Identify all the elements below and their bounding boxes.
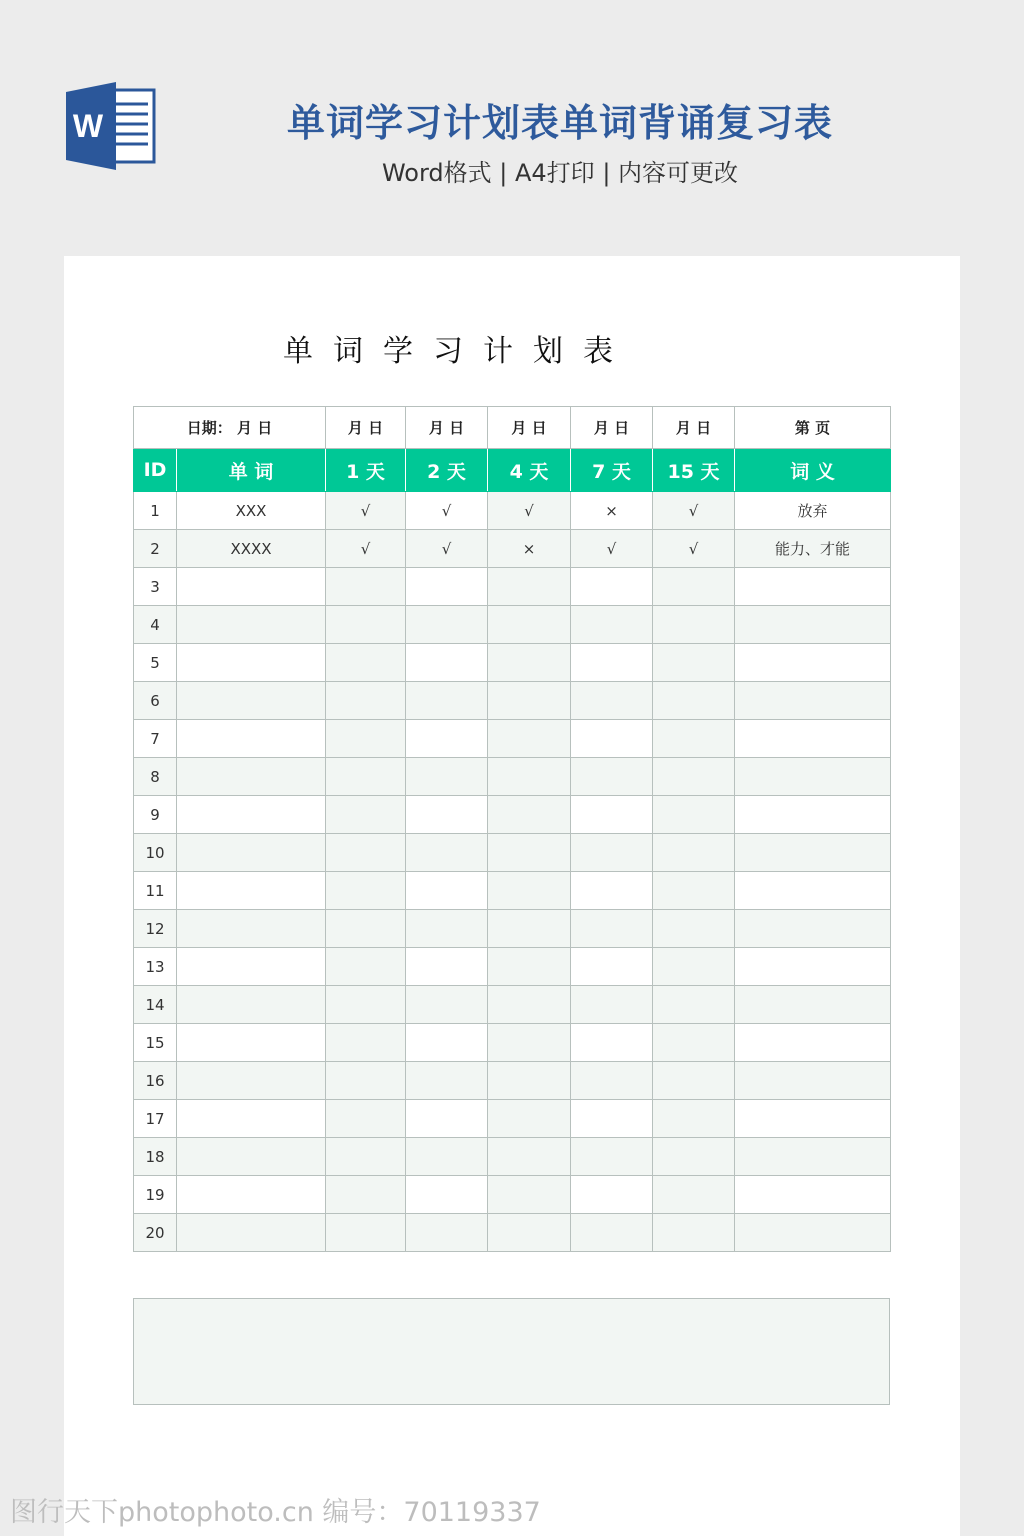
word-cell[interactable] [177,682,326,720]
word-cell[interactable] [177,834,326,872]
header-day-15: 15 天 [653,449,735,492]
table-row [134,796,891,834]
review-d15-cell[interactable] [653,986,735,1024]
review-d2-cell[interactable] [406,796,488,834]
date-cell[interactable]: 月 日 [488,407,571,449]
meaning-cell[interactable] [735,606,891,644]
review-d1-cell[interactable]: √ [326,530,406,568]
word-cell[interactable] [177,606,326,644]
table-row [134,606,891,644]
review-d1-cell[interactable] [326,682,406,720]
review-d1-cell[interactable] [326,986,406,1024]
row-id-cell: 4 [134,606,177,644]
row-id-cell: 1 [134,492,177,530]
review-d4-cell[interactable] [488,1062,571,1100]
review-d4-cell[interactable] [488,1176,571,1214]
review-d4-cell[interactable] [488,910,571,948]
review-d7-cell[interactable]: √ [571,530,653,568]
table-row [134,1100,891,1138]
review-d4-cell[interactable] [488,606,571,644]
row-id-cell: 16 [134,1062,177,1100]
review-d1-cell[interactable] [326,1176,406,1214]
review-d2-cell[interactable] [406,910,488,948]
row-id-cell: 3 [134,568,177,606]
date-cell[interactable]: 月 日 [653,407,735,449]
date-cell[interactable]: 月 日 [571,407,653,449]
review-d15-cell[interactable] [653,644,735,682]
review-d15-cell[interactable] [653,910,735,948]
table-row [134,758,891,796]
review-d1-cell[interactable] [326,872,406,910]
review-d2-cell[interactable] [406,568,488,606]
review-d1-cell[interactable] [326,644,406,682]
review-d2-cell[interactable] [406,834,488,872]
review-d2-cell[interactable] [406,720,488,758]
header-id: ID [134,449,177,492]
review-d4-cell[interactable]: √ [488,492,571,530]
row-id-cell: 19 [134,1176,177,1214]
review-d2-cell[interactable] [406,1176,488,1214]
review-d7-cell[interactable] [571,1024,653,1062]
review-d2-cell[interactable] [406,872,488,910]
review-d2-cell[interactable]: √ [406,530,488,568]
review-d15-cell[interactable] [653,948,735,986]
notes-box[interactable] [133,1298,890,1405]
row-id-cell: 6 [134,682,177,720]
date-cell[interactable]: 月 日 [406,407,488,449]
review-d2-cell[interactable] [406,758,488,796]
table-row [134,720,891,758]
word-cell[interactable] [177,796,326,834]
word-cell[interactable] [177,1062,326,1100]
review-d15-cell[interactable]: √ [653,530,735,568]
table-row [134,910,891,948]
review-d1-cell[interactable]: √ [326,492,406,530]
review-d2-cell[interactable] [406,682,488,720]
word-cell[interactable]: XXX [177,492,326,530]
review-d7-cell[interactable] [571,758,653,796]
date-cell[interactable]: 月 日 [326,407,406,449]
page-title: 单词学习计划表单词背诵复习表 [286,101,833,145]
meaning-cell[interactable] [735,834,891,872]
meaning-cell[interactable] [735,758,891,796]
meaning-cell[interactable] [735,796,891,834]
review-d2-cell[interactable] [406,606,488,644]
table-row [134,1024,891,1062]
table-row [134,492,891,530]
word-cell[interactable] [177,948,326,986]
table-row [134,1214,891,1252]
row-id-cell: 15 [134,1024,177,1062]
review-d15-cell[interactable] [653,1024,735,1062]
word-cell[interactable] [177,986,326,1024]
review-d1-cell[interactable] [326,758,406,796]
review-d2-cell[interactable] [406,1214,488,1252]
word-logo-icon [64,82,156,170]
page-number-cell[interactable]: 第 页 [735,407,891,449]
review-d1-cell[interactable] [326,796,406,834]
review-d1-cell[interactable] [326,720,406,758]
review-d7-cell[interactable] [571,834,653,872]
word-logo-letter: W [72,108,104,144]
meaning-cell[interactable] [735,986,891,1024]
review-d2-cell[interactable] [406,1062,488,1100]
review-d1-cell[interactable] [326,1062,406,1100]
table-row [134,682,891,720]
header-day-4: 4 天 [488,449,571,492]
review-d15-cell[interactable] [653,1176,735,1214]
meaning-cell[interactable] [735,568,891,606]
word-cell[interactable] [177,1100,326,1138]
review-d15-cell[interactable]: √ [653,492,735,530]
review-d1-cell[interactable] [326,1100,406,1138]
review-d15-cell[interactable] [653,796,735,834]
row-id-cell: 13 [134,948,177,986]
date-row [134,407,891,449]
row-id-cell: 17 [134,1100,177,1138]
review-d15-cell[interactable] [653,720,735,758]
review-d15-cell[interactable] [653,1138,735,1176]
review-d7-cell[interactable] [571,910,653,948]
review-d7-cell[interactable] [571,796,653,834]
review-d7-cell[interactable] [571,644,653,682]
meaning-cell[interactable] [735,1214,891,1252]
page-subtitle: Word格式 | A4打印 | 内容可更改 [381,159,739,187]
review-d1-cell[interactable] [326,910,406,948]
review-d4-cell[interactable] [488,796,571,834]
review-d7-cell[interactable] [571,1062,653,1100]
review-d15-cell[interactable] [653,568,735,606]
row-id-cell: 20 [134,1214,177,1252]
review-d4-cell[interactable] [488,1138,571,1176]
meaning-cell[interactable] [735,1024,891,1062]
table-row [134,948,891,986]
row-id-cell: 14 [134,986,177,1024]
review-d4-cell[interactable] [488,568,571,606]
meaning-cell[interactable] [735,872,891,910]
review-d4-cell[interactable] [488,1100,571,1138]
meaning-cell[interactable] [735,1138,891,1176]
review-d1-cell[interactable] [326,1214,406,1252]
word-cell[interactable] [177,910,326,948]
word-cell[interactable] [177,720,326,758]
word-cell[interactable]: XXXX [177,530,326,568]
review-d1-cell[interactable] [326,1024,406,1062]
review-d4-cell[interactable]: × [488,530,571,568]
header-meaning: 词 义 [735,449,891,492]
review-d7-cell[interactable] [571,1138,653,1176]
review-d7-cell[interactable] [571,720,653,758]
row-id-cell: 10 [134,834,177,872]
meaning-cell[interactable] [735,1062,891,1100]
row-id-cell: 7 [134,720,177,758]
review-d2-cell[interactable] [406,986,488,1024]
review-d7-cell[interactable] [571,606,653,644]
table-row [134,986,891,1024]
review-d7-cell[interactable] [571,682,653,720]
word-cell[interactable] [177,1214,326,1252]
study-plan-table [133,406,891,1252]
review-d4-cell[interactable] [488,834,571,872]
table-row [134,834,891,872]
review-d4-cell[interactable] [488,758,571,796]
review-d4-cell[interactable] [488,986,571,1024]
review-d15-cell[interactable] [653,1062,735,1100]
review-d15-cell[interactable] [653,1100,735,1138]
row-id-cell: 5 [134,644,177,682]
review-d2-cell[interactable] [406,1138,488,1176]
review-d1-cell[interactable] [326,1138,406,1176]
review-d2-cell[interactable] [406,1024,488,1062]
meaning-cell[interactable] [735,910,891,948]
word-cell[interactable] [177,1024,326,1062]
row-id-cell: 8 [134,758,177,796]
table-row [134,1138,891,1176]
review-d7-cell[interactable] [571,1214,653,1252]
watermark-text: 图行天下photophoto.cn 编号：70119337 [10,1497,541,1528]
review-d1-cell[interactable] [326,606,406,644]
table-row [134,1062,891,1100]
word-cell[interactable] [177,568,326,606]
review-d7-cell[interactable] [571,948,653,986]
meaning-cell[interactable] [735,1100,891,1138]
meaning-cell[interactable] [735,644,891,682]
review-d15-cell[interactable] [653,606,735,644]
row-id-cell: 18 [134,1138,177,1176]
review-d7-cell[interactable] [571,986,653,1024]
row-id-cell: 11 [134,872,177,910]
review-d1-cell[interactable] [326,948,406,986]
meaning-cell[interactable] [735,1176,891,1214]
row-id-cell: 12 [134,910,177,948]
review-d4-cell[interactable] [488,720,571,758]
review-d15-cell[interactable] [653,834,735,872]
row-id-cell: 2 [134,530,177,568]
table-row [134,568,891,606]
review-d1-cell[interactable] [326,568,406,606]
date-cell-start[interactable]: 日期： 月 日 [134,407,326,449]
review-d15-cell[interactable] [653,1214,735,1252]
review-d4-cell[interactable] [488,872,571,910]
review-d4-cell[interactable] [488,682,571,720]
column-header-row [134,449,891,492]
review-d4-cell[interactable] [488,1214,571,1252]
review-d2-cell[interactable] [406,948,488,986]
review-d7-cell[interactable] [571,568,653,606]
sheet-title: 单词学习计划表 [283,334,633,369]
review-d7-cell[interactable] [571,1176,653,1214]
meaning-cell[interactable] [735,948,891,986]
review-d15-cell[interactable] [653,872,735,910]
review-d4-cell[interactable] [488,1024,571,1062]
review-d2-cell[interactable] [406,644,488,682]
word-cell[interactable] [177,644,326,682]
word-cell[interactable] [177,872,326,910]
table-row [134,530,891,568]
review-d15-cell[interactable] [653,682,735,720]
word-cell[interactable] [177,1176,326,1214]
meaning-cell[interactable] [735,682,891,720]
review-d2-cell[interactable] [406,1100,488,1138]
review-d7-cell[interactable]: × [571,492,653,530]
word-cell[interactable] [177,758,326,796]
row-id-cell: 9 [134,796,177,834]
table-row [134,1176,891,1214]
meaning-cell[interactable]: 放弃 [735,492,891,530]
meaning-cell[interactable] [735,720,891,758]
review-d2-cell[interactable]: √ [406,492,488,530]
header-day-2: 2 天 [406,449,488,492]
table-row [134,872,891,910]
header-day-7: 7 天 [571,449,653,492]
table-row [134,644,891,682]
review-d7-cell[interactable] [571,1100,653,1138]
header-word: 单 词 [177,449,326,492]
review-d1-cell[interactable] [326,834,406,872]
meaning-cell[interactable]: 能力、才能 [735,530,891,568]
review-d4-cell[interactable] [488,644,571,682]
review-d4-cell[interactable] [488,948,571,986]
header-day-1: 1 天 [326,449,406,492]
word-cell[interactable] [177,1138,326,1176]
review-d15-cell[interactable] [653,758,735,796]
review-d7-cell[interactable] [571,872,653,910]
